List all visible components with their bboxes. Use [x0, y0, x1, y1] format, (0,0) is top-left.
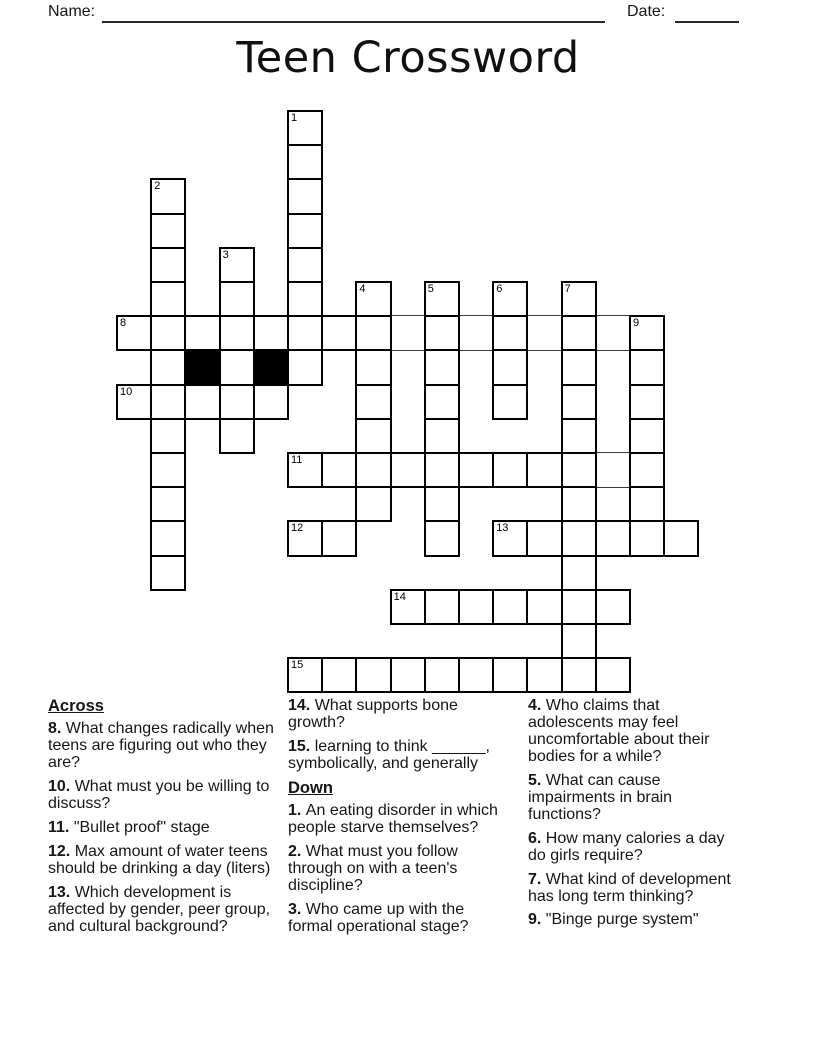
- clue-text: What must you follow through on with a teen's discipline?: [288, 843, 458, 895]
- grid-cell[interactable]: [150, 418, 186, 454]
- grid-cell[interactable]: [184, 384, 220, 420]
- clue-number: 15.: [288, 737, 315, 755]
- clue-10: [48, 779, 278, 813]
- grid-cell[interactable]: [321, 520, 357, 556]
- clue-number: 9.: [528, 911, 546, 929]
- cell-number: 10: [120, 385, 133, 398]
- grid-cell[interactable]: [424, 418, 460, 454]
- clue-12: [48, 844, 278, 878]
- grid-cell[interactable]: [595, 657, 631, 693]
- grid-cell[interactable]: [355, 418, 391, 454]
- grid-cell[interactable]: [424, 589, 460, 625]
- grid-cell[interactable]: [150, 555, 186, 591]
- grid-cell[interactable]: [355, 452, 391, 488]
- grid-cell[interactable]: [424, 315, 460, 351]
- grid-cell[interactable]: [424, 281, 460, 317]
- clue-5: [528, 773, 746, 824]
- clue-number: 4.: [528, 697, 546, 714]
- blocked-cell: [253, 349, 289, 385]
- cell-number: 7: [564, 283, 571, 295]
- grid-cell[interactable]: [458, 657, 494, 693]
- grid-cell[interactable]: [184, 315, 220, 351]
- clue-number: 5.: [528, 771, 546, 789]
- clue-number: 11.: [48, 819, 74, 837]
- clue-7: [528, 872, 746, 906]
- grid-cell[interactable]: [321, 452, 357, 488]
- cell-number: 14: [393, 590, 406, 603]
- clue-1: [288, 803, 509, 837]
- grid-cell[interactable]: [390, 452, 426, 488]
- grid-cell[interactable]: [629, 520, 665, 556]
- clue-number: 7.: [528, 870, 546, 888]
- clue-text: "Binge purge system": [545, 911, 699, 929]
- clue-text: What changes radically when teens are figuring out who they are?: [48, 720, 274, 772]
- grid-cell[interactable]: [219, 247, 255, 283]
- clue-number: 2.: [288, 843, 306, 861]
- grid-cell[interactable]: [561, 418, 597, 454]
- grid-cell[interactable]: [424, 384, 460, 420]
- clue-13: [48, 885, 278, 936]
- grid-cell[interactable]: [287, 110, 323, 146]
- grid-cell[interactable]: [253, 384, 289, 420]
- grid-cell[interactable]: [355, 657, 391, 693]
- clue-number: 8.: [48, 720, 66, 738]
- grid-cell[interactable]: [492, 657, 528, 693]
- cell-number: 13: [496, 522, 509, 535]
- grid-cell[interactable]: [629, 384, 665, 420]
- grid-cell[interactable]: [561, 349, 597, 385]
- grid-cell[interactable]: [561, 589, 597, 625]
- grid-cell[interactable]: [629, 418, 665, 454]
- grid-cell[interactable]: [595, 589, 631, 625]
- name-label: Name:: [48, 3, 96, 20]
- cell-number: 11: [291, 454, 303, 466]
- date-label: Date:: [627, 3, 666, 20]
- blocked-cell: [184, 349, 220, 385]
- clue-text: learning to think ______, symbolically, and generally: [288, 737, 490, 772]
- hairline-cell: [595, 315, 631, 351]
- grid-cell[interactable]: [526, 520, 562, 556]
- grid-cell[interactable]: [116, 315, 152, 351]
- clue-text: What supports bone growth?: [288, 697, 458, 731]
- clue-11: [48, 820, 278, 837]
- grid-cell[interactable]: [424, 520, 460, 556]
- grid-cell[interactable]: [150, 247, 186, 283]
- grid-cell[interactable]: [629, 349, 665, 385]
- grid-cell[interactable]: [150, 213, 186, 249]
- clue-number: 10.: [48, 778, 75, 796]
- clue-number: 12.: [48, 843, 75, 861]
- clue-text: What can cause impairments in brain functions?: [528, 771, 673, 823]
- grid-cell[interactable]: [424, 349, 460, 385]
- cell-number: 8: [120, 317, 127, 330]
- grid-cell[interactable]: [492, 520, 528, 556]
- hairline-cell: [390, 315, 426, 351]
- grid-cell[interactable]: [253, 315, 289, 351]
- grid-cell[interactable]: [287, 520, 323, 556]
- grid-cell[interactable]: [287, 657, 323, 693]
- clue-9: [528, 912, 746, 929]
- grid-cell[interactable]: [150, 349, 186, 385]
- grid-cell[interactable]: [561, 520, 597, 556]
- grid-cell[interactable]: [287, 144, 323, 180]
- clue-column-2: [288, 698, 509, 943]
- clue-14: [288, 698, 509, 732]
- grid-cell[interactable]: [150, 178, 186, 214]
- clue-15: [288, 739, 509, 773]
- cell-number: 6: [496, 283, 503, 295]
- grid-cell[interactable]: [219, 418, 255, 454]
- clue-text: What kind of development has long term thinking?: [528, 870, 731, 905]
- clue-text: "Bullet proof" stage: [73, 819, 210, 837]
- grid-cell[interactable]: [150, 520, 186, 556]
- grid-cell[interactable]: [287, 247, 323, 283]
- grid-cell[interactable]: [629, 315, 665, 351]
- grid-cell[interactable]: [116, 384, 152, 420]
- grid-cell[interactable]: [287, 178, 323, 214]
- grid-cell[interactable]: [150, 452, 186, 488]
- cell-number: 1: [291, 112, 298, 124]
- grid-cell[interactable]: [526, 657, 562, 693]
- grid-cell[interactable]: [355, 315, 391, 351]
- clue-text: Who came up with the formal operational stage?: [288, 901, 469, 936]
- grid-cell[interactable]: [458, 452, 494, 488]
- clue-8: [48, 721, 278, 772]
- grid-cell[interactable]: [629, 452, 665, 488]
- grid-cell[interactable]: [492, 452, 528, 488]
- grid-cell[interactable]: [526, 452, 562, 488]
- grid-cell[interactable]: [150, 486, 186, 522]
- grid-cell[interactable]: [561, 384, 597, 420]
- grid-cell[interactable]: [424, 452, 460, 488]
- grid-cell[interactable]: [219, 384, 255, 420]
- clue-number: 14.: [288, 697, 315, 714]
- grid-cell[interactable]: [287, 452, 323, 488]
- grid-cell[interactable]: [561, 315, 597, 351]
- clue-number: 13.: [48, 884, 75, 902]
- grid-cell[interactable]: [561, 657, 597, 693]
- grid-cell[interactable]: [219, 349, 255, 385]
- hairline-cell: [458, 315, 494, 351]
- grid-cell[interactable]: [150, 315, 186, 351]
- clue-4: [528, 698, 746, 766]
- clue-column-1: [48, 698, 278, 943]
- grid-cell[interactable]: [424, 657, 460, 693]
- cell-number: 3: [222, 248, 229, 261]
- grid-cell[interactable]: [492, 349, 528, 385]
- grid-cell[interactable]: [561, 486, 597, 522]
- grid-cell[interactable]: [355, 384, 391, 420]
- clue-6: [528, 831, 746, 865]
- grid-cell[interactable]: [355, 486, 391, 522]
- clue-2: [288, 844, 509, 895]
- clue-text: Max amount of water teens should be drinking a day (liters): [48, 843, 271, 878]
- grid-cell[interactable]: [150, 384, 186, 420]
- clue-3: [288, 902, 509, 936]
- clue-column-3: [528, 698, 746, 936]
- grid-cell[interactable]: [629, 486, 665, 522]
- grid-cell[interactable]: [150, 281, 186, 317]
- hairline-cell: [595, 452, 631, 488]
- grid-cell[interactable]: [355, 281, 391, 317]
- grid-cell[interactable]: [492, 315, 528, 351]
- clue-number: 1.: [288, 802, 306, 820]
- grid-cell[interactable]: [492, 384, 528, 420]
- cell-number: 5: [427, 283, 434, 295]
- grid-cell[interactable]: [390, 657, 426, 693]
- grid-cell[interactable]: [219, 281, 255, 317]
- grid-cell[interactable]: [492, 589, 528, 625]
- clue-text: How many calories a day do girls require?: [528, 829, 725, 864]
- grid-cell[interactable]: [663, 520, 699, 556]
- cell-number: 4: [359, 283, 366, 295]
- grid-cell[interactable]: [526, 589, 562, 625]
- grid-cell[interactable]: [321, 657, 357, 693]
- clue-text: An eating disorder in which people starve themselves?: [288, 802, 498, 837]
- grid-cell[interactable]: [219, 315, 255, 351]
- hairline-cell: [526, 315, 562, 351]
- grid-cell[interactable]: [321, 315, 357, 351]
- clue-text: Who claims that adolescents may feel uncomfortable about their bodies for a while?: [528, 697, 710, 765]
- cell-number: 12: [291, 522, 304, 535]
- grid-cell[interactable]: [287, 281, 323, 317]
- down-heading: Down: [288, 778, 333, 797]
- grid-cell[interactable]: [561, 281, 597, 317]
- clue-number: 6.: [528, 829, 546, 847]
- grid-cell[interactable]: [287, 349, 323, 385]
- cell-number: 15: [291, 659, 304, 672]
- page-title: Teen Crossword: [236, 33, 580, 83]
- clue-text: Which development is affected by gender, peer group, and cultural background?: [48, 884, 271, 936]
- cell-number: 9: [633, 317, 640, 330]
- grid-cell[interactable]: [561, 555, 597, 591]
- across-heading: Across: [48, 697, 104, 715]
- grid-cell[interactable]: [287, 213, 323, 249]
- grid-cell[interactable]: [458, 589, 494, 625]
- cell-number: 2: [154, 180, 161, 193]
- grid-cell[interactable]: [561, 623, 597, 659]
- grid-cell[interactable]: [390, 589, 426, 625]
- grid-cell[interactable]: [287, 315, 323, 351]
- grid-cell[interactable]: [424, 486, 460, 522]
- grid-cell[interactable]: [355, 349, 391, 385]
- grid-cell[interactable]: [492, 281, 528, 317]
- clue-number: 3.: [288, 901, 306, 919]
- clue-text: What must you be willing to discuss?: [48, 778, 270, 813]
- grid-cell[interactable]: [561, 452, 597, 488]
- grid-cell[interactable]: [595, 520, 631, 556]
